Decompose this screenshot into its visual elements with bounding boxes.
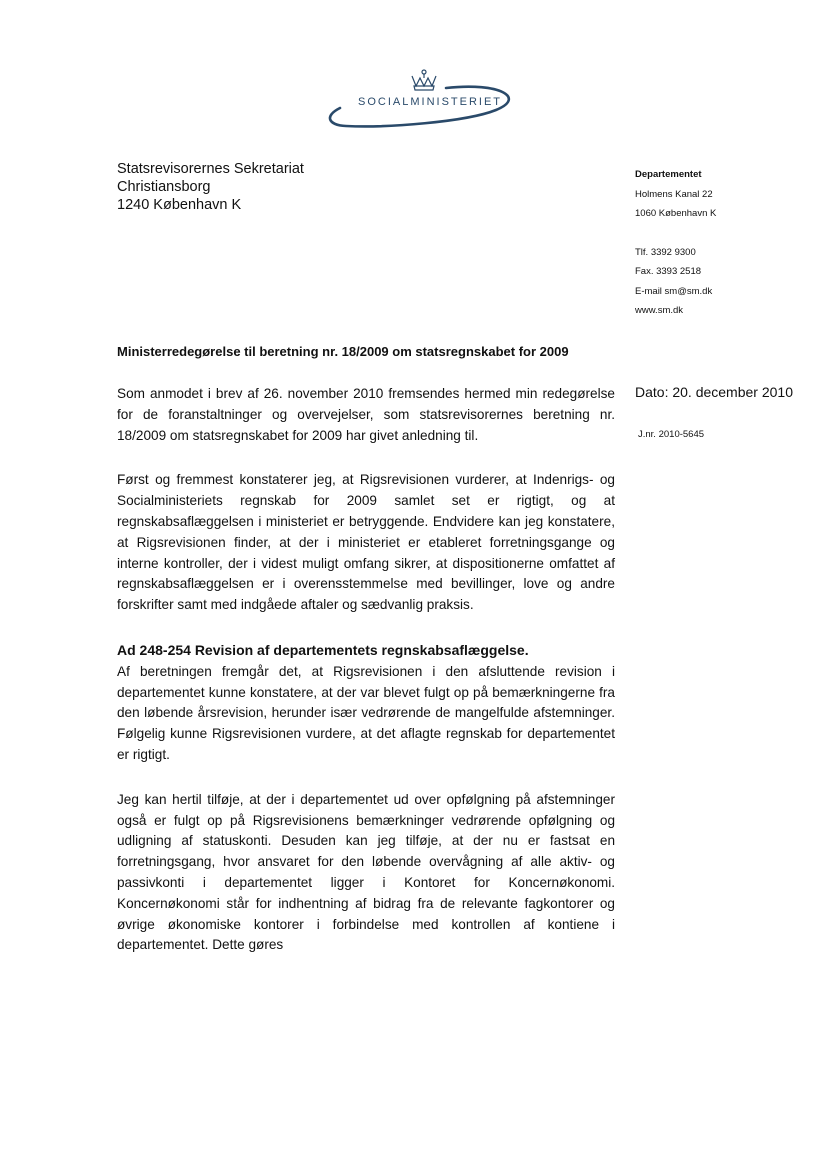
sender-address [635,165,716,321]
sender-email: E-mail sm@sm.dk [635,285,713,297]
sender-department: Departementet [635,169,702,180]
ministry-logo [326,68,522,134]
section-heading-text: Ad 248-254 Revision af departementets regnskabsaflæggelse. [117,641,529,658]
sender-phone: Tlf. 3392 9300 [635,246,696,258]
sender-street: Holmens Kanal 22 [635,188,713,200]
body-paragraph: Som anmodet i brev af 26. november 2010 fremsendes hermed min redegørelse for de foranstaltninger og overvejelser, som statsrevisorernes beretning nr. 18/2009 om statsregnskabet for 2009 har givet anledning til. [117,386,615,443]
sender-fax: Fax. 3393 2518 [635,266,702,277]
logo-text: SOCIALMINISTERIET [358,96,503,108]
body-paragraph: Jeg kan hertil tilføje, at der i departementet ud over opfølgning på afstemninger også er fulgt op på Rigsrevisionens bemærkninger vedrørende opfølgning og udligning af statuskonti. Desuden kan jeg tilføje, at der nu er fastsat en forretningsgang, hvor ansvaret for den løbende overvågning af alle aktiv- og passivkonti i departementet ligger i Kontoret for Koncernøkonomi. Koncernøkonomi står for indhentning af bidrag fra de relevante fagkontorer og øvrige økonomiske kontorer i forbindelse med kontrollen af kontiene i departementet. Dette gøres [117,791,615,953]
recipient-line: 1240 København K [117,197,242,213]
recipient-address [117,160,304,214]
body-paragraph: Først og fremmest konstaterer jeg, at Rigsrevisionen vurderer, at Indenrigs- og Socialministeriets regnskab for 2009 samlet set er rigtigt, og at regnskabsaflæggelsen i ministeriet er betryggende. Endvidere kan jeg konstatere, at Rigsrevisionen finder, at der i ministeriet er etableret forretningsgange og interne kontroller, der i videst muligt omfang sikrer, at dispositionerne omfattet af regnskabsaflæggelsen er i overensstemmelse med bevillinger, love og andre forskrifter samt med indgåede aftaler og sædvanlig praksis. [117,472,615,613]
journal-number: J.nr. 2010-5645 [638,429,705,440]
section-heading [117,640,615,662]
recipient-line: Statsrevisorernes Sekretariat [117,161,304,177]
letter-date: Dato: 20. december 2010 [635,384,793,400]
letter-subject: Ministerredegørelse til beretning nr. 18/2009 om statsregnskabet for 2009 [117,344,569,359]
sender-web: www.sm.dk [635,305,684,316]
recipient-line: Christiansborg [117,179,211,195]
body-paragraph: Af beretningen fremgår det, at Rigsrevisionen i den afsluttende revision i departementet kunne konstatere, at der var blevet fulgt op på bemærkningerne fra den løbende årsrevision, herunder især vedrørende de mangelfulde afstemninger. Følgelig kunne Rigsrevisionen vurdere, at det aflagte regnskab for departementet er rigtigt. [117,663,615,762]
sender-city: 1060 København K [635,208,717,219]
letter-body [117,384,615,956]
